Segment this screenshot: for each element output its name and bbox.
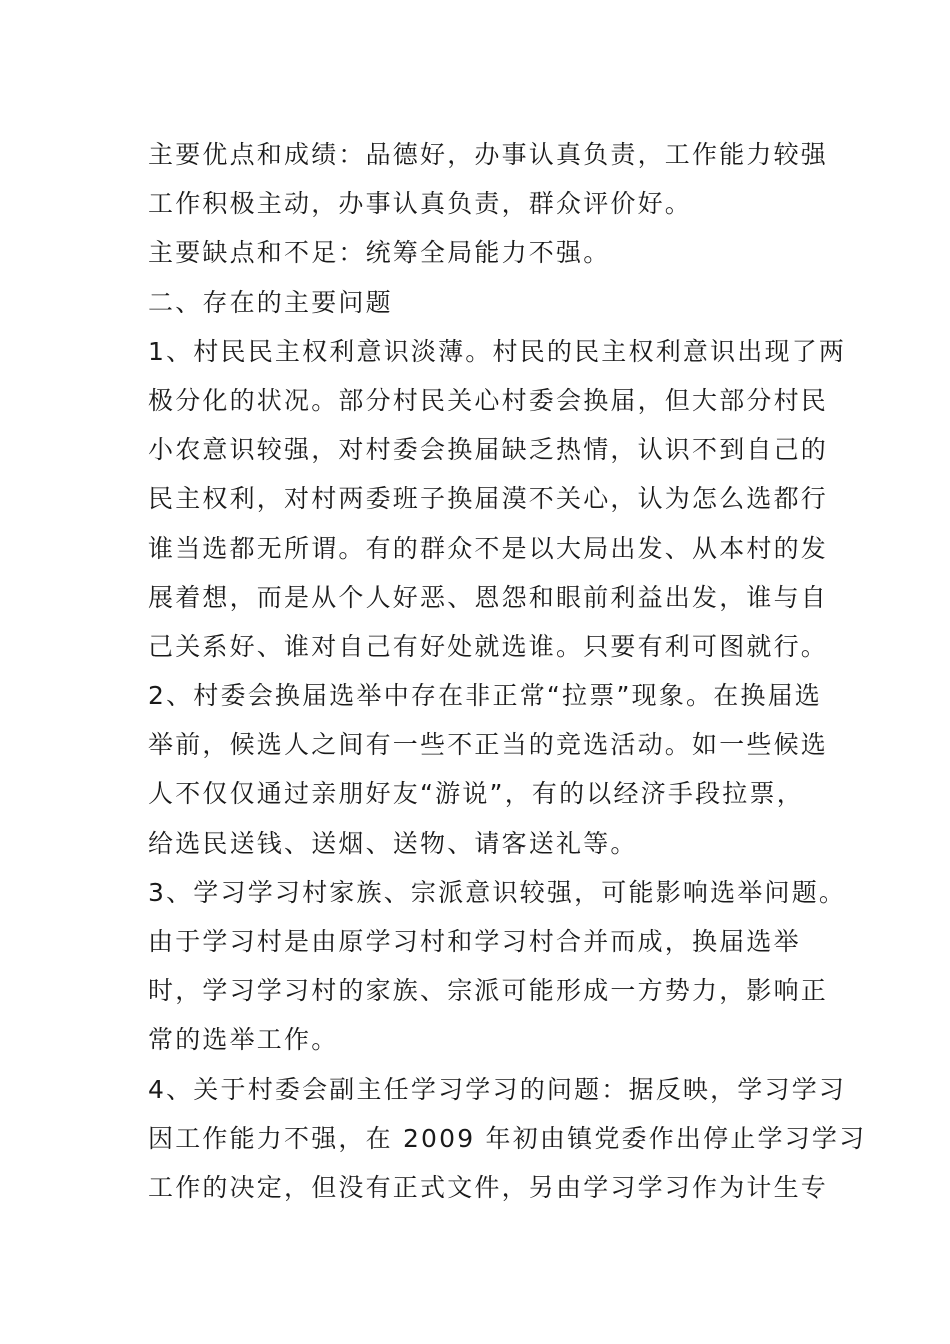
text-line: 3、学习学习村家族、宗派意识较强，可能影响选举问题。 <box>148 877 847 907</box>
text-line: 主要缺点和不足：统筹全局能力不强。 <box>148 238 611 268</box>
text-line: 谁当选都无所谓。有的群众不是以大局出发、从本村的发 <box>148 533 829 563</box>
section-heading: 二、存在的主要问题 <box>148 287 393 317</box>
text-line: 1、村民民主权利意识淡薄。村民的民主权利意识出现了两 <box>148 336 847 366</box>
text-line: 时，学习学习村的家族、宗派可能形成一方势力，影响正 <box>148 976 829 1006</box>
text-line: 民主权利，对村两委班子换届漠不关心，认为怎么选都行 <box>148 484 829 514</box>
text-line: 2、村委会换届选举中存在非正常“拉票”现象。在换届选 <box>148 681 823 711</box>
text-line: 己关系好、谁对自己有好处就选谁。只要有利可图就行。 <box>148 631 829 661</box>
text-line: 4、关于村委会副主任学习学习的问题：据反映，学习学习 <box>148 1074 847 1104</box>
document-body <box>148 130 867 1212</box>
text-line: 小农意识较强，对村委会换届缺乏热情，认识不到自己的 <box>148 435 829 465</box>
text-line: 常的选举工作。 <box>148 1025 339 1055</box>
text-line: 展着想，而是从个人好恶、恩怨和眼前利益出发，谁与自 <box>148 582 829 612</box>
text-line: 极分化的状况。部分村民关心村委会换届，但大部分村民 <box>148 385 829 415</box>
text-line: 给选民送钱、送烟、送物、请客送礼等。 <box>148 828 638 858</box>
text-line: 人不仅仅通过亲朋好友“游说”，有的以经济手段拉票， <box>148 779 804 809</box>
text-line: 主要优点和成绩：品德好，办事认真负责，工作能力较强 <box>148 140 829 169</box>
text-line: 因工作能力不强，在 2009 年初由镇党委作出停止学习学习 <box>148 1123 867 1153</box>
text-line: 工作积极主动，办事认真负责，群众评价好。 <box>148 189 693 219</box>
text-line: 工作的决定，但没有正式文件，另由学习学习作为计生专 <box>148 1172 829 1202</box>
text-line: 由于学习村是由原学习村和学习村合并而成，换届选举 <box>148 927 801 956</box>
text-line: 举前，候选人之间有一些不正当的竞选活动。如一些候选 <box>148 730 829 760</box>
